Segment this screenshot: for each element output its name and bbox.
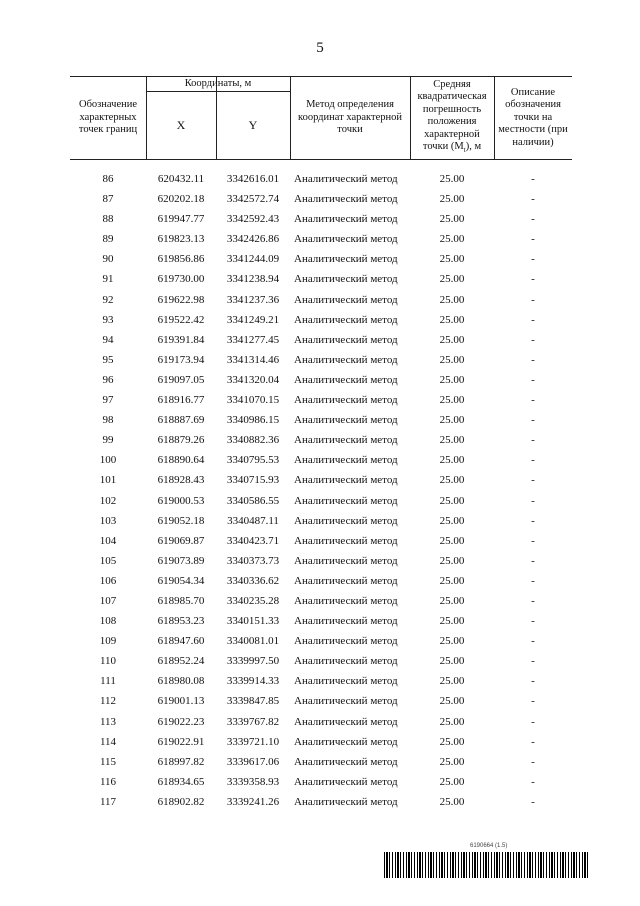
row-method: Аналитический метод — [294, 594, 398, 607]
row-description: - — [531, 655, 535, 668]
row-number: 91 — [102, 273, 114, 286]
row-method: Аналитический метод — [294, 715, 398, 728]
row-x: 618916.77 — [157, 394, 205, 407]
row-y: 3339914.33 — [226, 675, 280, 688]
row-number: 101 — [99, 474, 117, 487]
row-method: Аналитический метод — [294, 193, 398, 206]
table-row — [70, 291, 572, 311]
row-y: 3340795.53 — [226, 454, 280, 467]
table-row — [70, 652, 572, 672]
row-number: 102 — [99, 494, 117, 507]
row-description: - — [531, 795, 535, 808]
row-error: 25.00 — [439, 795, 465, 808]
row-x: 618928.43 — [157, 474, 205, 487]
row-x: 618947.60 — [157, 635, 205, 648]
table-row — [70, 170, 572, 190]
row-x: 619022.91 — [157, 735, 205, 748]
row-y: 3340882.36 — [226, 434, 280, 447]
row-error: 25.00 — [439, 655, 465, 668]
header-x: X — [176, 117, 186, 132]
row-method: Аналитический метод — [294, 273, 398, 286]
row-method: Аналитический метод — [294, 635, 398, 648]
row-description: - — [531, 514, 535, 527]
table-row — [70, 431, 572, 451]
row-x: 618934.65 — [157, 775, 205, 788]
row-description: - — [531, 373, 535, 386]
row-x: 618952.24 — [157, 655, 205, 668]
row-x: 618890.64 — [157, 454, 205, 467]
row-description: - — [531, 233, 535, 246]
row-y: 3339847.85 — [226, 695, 280, 708]
table-header — [70, 76, 572, 160]
row-y: 3341320.04 — [226, 373, 280, 386]
row-y: 3339997.50 — [226, 655, 280, 668]
row-error: 25.00 — [439, 373, 465, 386]
header-error-sub: t — [463, 146, 466, 155]
row-x: 618879.26 — [157, 434, 205, 447]
row-x: 619947.77 — [157, 213, 205, 226]
row-method: Аналитический метод — [294, 353, 398, 366]
table-row — [70, 230, 572, 250]
row-description: - — [531, 635, 535, 648]
row-y: 3340986.15 — [226, 414, 280, 427]
table-row — [70, 753, 572, 773]
table-row — [70, 532, 572, 552]
row-y: 3340423.71 — [226, 534, 280, 547]
row-method: Аналитический метод — [294, 414, 398, 427]
row-number: 106 — [99, 574, 117, 587]
row-error: 25.00 — [439, 173, 465, 185]
row-description: - — [531, 534, 535, 547]
row-x: 618902.82 — [157, 795, 205, 808]
row-x: 619052.18 — [157, 514, 205, 527]
row-y: 3341237.36 — [226, 293, 280, 306]
row-number: 111 — [100, 675, 116, 688]
row-y: 3341314.46 — [226, 353, 280, 366]
row-x: 619001.13 — [157, 695, 205, 708]
row-description: - — [531, 615, 535, 628]
row-y: 3341277.45 — [226, 333, 280, 346]
row-method: Аналитический метод — [294, 675, 398, 688]
row-method: Аналитический метод — [294, 494, 398, 507]
row-number: 93 — [102, 313, 114, 326]
row-method: Аналитический метод — [294, 333, 398, 346]
row-method: Аналитический метод — [294, 775, 398, 788]
row-method: Аналитический метод — [294, 514, 398, 527]
row-y: 3339241.26 — [226, 795, 280, 808]
row-x: 618953.23 — [157, 615, 205, 628]
row-error: 25.00 — [439, 454, 465, 467]
row-error: 25.00 — [439, 213, 465, 226]
row-x: 619522.42 — [157, 313, 205, 326]
row-method: Аналитический метод — [294, 615, 398, 628]
row-error: 25.00 — [439, 394, 465, 407]
table-row — [70, 351, 572, 371]
row-x: 619097.05 — [157, 373, 205, 386]
row-y: 3339767.82 — [226, 715, 280, 728]
row-number: 97 — [102, 394, 114, 407]
row-y: 3340081.01 — [226, 635, 280, 648]
table-row — [70, 672, 572, 692]
row-number: 88 — [102, 213, 114, 226]
row-method: Аналитический метод — [294, 253, 398, 266]
row-number: 94 — [102, 333, 114, 346]
row-x: 618997.82 — [157, 755, 205, 768]
row-y: 3342426.86 — [226, 233, 280, 246]
row-number: 95 — [102, 353, 114, 366]
row-method: Аналитический метод — [294, 434, 398, 447]
row-number: 87 — [102, 193, 114, 206]
barcode — [384, 852, 588, 878]
table-row — [70, 190, 572, 210]
row-x: 619823.13 — [157, 233, 205, 246]
row-x: 619069.87 — [157, 534, 205, 547]
table-row — [70, 733, 572, 753]
row-x: 619173.94 — [157, 353, 205, 366]
row-y: 3339721.10 — [226, 735, 280, 748]
row-method: Аналитический метод — [294, 695, 398, 708]
row-number: 110 — [99, 655, 117, 668]
row-y: 3340487.11 — [227, 514, 279, 527]
row-x: 619000.53 — [157, 494, 205, 507]
row-method: Аналитический метод — [294, 534, 398, 547]
row-error: 25.00 — [439, 293, 465, 306]
row-description: - — [531, 695, 535, 708]
row-error: 25.00 — [439, 675, 465, 688]
row-error: 25.00 — [439, 554, 465, 567]
header-error-unit: ), м — [465, 141, 482, 153]
header-description: Описание обозначения точки на местности (при наличии) — [498, 86, 568, 148]
row-number: 117 — [99, 795, 117, 808]
table-body — [70, 170, 572, 813]
row-error: 25.00 — [439, 273, 465, 286]
row-number: 114 — [99, 735, 117, 748]
row-y: 3340151.33 — [226, 615, 280, 628]
row-x: 618980.08 — [157, 675, 205, 688]
header-designation: Обозначение характерных точек границ — [78, 99, 138, 136]
page-number: 5 — [316, 40, 324, 56]
row-y: 3342616.01 — [226, 173, 280, 185]
row-x: 619391.84 — [157, 333, 205, 346]
header-coords: Координаты, м — [184, 77, 252, 89]
row-method: Аналитический метод — [294, 373, 398, 386]
row-error: 25.00 — [439, 534, 465, 547]
table-row — [70, 250, 572, 270]
row-x: 619054.34 — [157, 574, 205, 587]
table-row — [70, 713, 572, 733]
row-error: 25.00 — [439, 695, 465, 708]
row-method: Аналитический метод — [294, 213, 398, 226]
table-row — [70, 391, 572, 411]
row-y: 3341249.21 — [226, 313, 280, 326]
table-row — [70, 632, 572, 652]
row-error: 25.00 — [439, 353, 465, 366]
row-description: - — [531, 494, 535, 507]
row-method: Аналитический метод — [294, 454, 398, 467]
row-number: 113 — [99, 715, 117, 728]
row-description: - — [531, 273, 535, 286]
row-y: 3339617.06 — [226, 755, 280, 768]
row-number: 115 — [99, 755, 117, 768]
row-description: - — [531, 554, 535, 567]
row-description: - — [531, 173, 535, 185]
row-number: 92 — [102, 293, 114, 306]
row-error: 25.00 — [439, 414, 465, 427]
row-error: 25.00 — [439, 494, 465, 507]
header-error — [410, 77, 494, 159]
row-method: Аналитический метод — [294, 554, 398, 567]
row-description: - — [531, 293, 535, 306]
row-error: 25.00 — [439, 193, 465, 206]
row-description: - — [531, 414, 535, 427]
table-row — [70, 692, 572, 712]
row-x: 619022.23 — [157, 715, 205, 728]
header-y: Y — [248, 117, 258, 132]
table-row — [70, 552, 572, 572]
row-error: 25.00 — [439, 755, 465, 768]
row-method: Аналитический метод — [294, 394, 398, 407]
row-description: - — [531, 213, 535, 226]
row-error: 25.00 — [439, 775, 465, 788]
row-number: 112 — [99, 695, 117, 708]
row-y: 3340336.62 — [226, 574, 280, 587]
row-description: - — [531, 313, 535, 326]
table-row — [70, 612, 572, 632]
row-error: 25.00 — [439, 735, 465, 748]
row-number: 104 — [99, 534, 117, 547]
row-method: Аналитический метод — [294, 173, 398, 185]
row-error: 25.00 — [439, 313, 465, 326]
row-error: 25.00 — [439, 333, 465, 346]
header-error-text: Средняя квадратическая погрешность положения характерной точки (М — [417, 78, 487, 153]
row-error: 25.00 — [439, 715, 465, 728]
row-method: Аналитический метод — [294, 313, 398, 326]
row-description: - — [531, 353, 535, 366]
row-number: 90 — [102, 253, 114, 266]
row-number: 108 — [99, 615, 117, 628]
row-description: - — [531, 755, 535, 768]
row-number: 86 — [102, 173, 114, 185]
row-y: 3340586.55 — [226, 494, 280, 507]
barcode-label: 6190664 (1.5) — [470, 843, 508, 849]
table-row — [70, 793, 572, 813]
row-number: 99 — [102, 434, 114, 447]
row-y: 3340235.28 — [226, 594, 280, 607]
row-error: 25.00 — [439, 253, 465, 266]
row-number: 107 — [99, 594, 117, 607]
row-description: - — [531, 715, 535, 728]
row-x: 619730.00 — [157, 273, 205, 286]
table-row — [70, 331, 572, 351]
row-error: 25.00 — [439, 233, 465, 246]
row-description: - — [531, 434, 535, 447]
row-y: 3342592.43 — [226, 213, 280, 226]
row-x: 620432.11 — [157, 173, 205, 185]
row-error: 25.00 — [439, 514, 465, 527]
table-row — [70, 471, 572, 491]
row-description: - — [531, 193, 535, 206]
row-number: 103 — [99, 514, 117, 527]
row-method: Аналитический метод — [294, 233, 398, 246]
table-row — [70, 210, 572, 230]
table-row — [70, 270, 572, 290]
row-method: Аналитический метод — [294, 293, 398, 306]
row-number: 96 — [102, 373, 114, 386]
table-row — [70, 451, 572, 471]
table-row — [70, 411, 572, 431]
row-x: 620202.18 — [157, 193, 205, 206]
row-y: 3341244.09 — [226, 253, 280, 266]
row-x: 618985.70 — [157, 594, 205, 607]
row-error: 25.00 — [439, 574, 465, 587]
row-number: 105 — [99, 554, 117, 567]
row-description: - — [531, 454, 535, 467]
row-x: 619073.89 — [157, 554, 205, 567]
row-y: 3342572.74 — [226, 193, 280, 206]
header-method: Метод определения координат характерной точки — [298, 99, 402, 136]
row-y: 3341238.94 — [226, 273, 280, 286]
row-method: Аналитический метод — [294, 735, 398, 748]
row-method: Аналитический метод — [294, 795, 398, 808]
row-method: Аналитический метод — [294, 755, 398, 768]
row-description: - — [531, 474, 535, 487]
row-number: 89 — [102, 233, 114, 246]
row-number: 109 — [99, 635, 117, 648]
row-error: 25.00 — [439, 474, 465, 487]
row-error: 25.00 — [439, 615, 465, 628]
table-row — [70, 572, 572, 592]
row-error: 25.00 — [439, 594, 465, 607]
row-y: 3340373.73 — [226, 554, 280, 567]
row-y: 3340715.93 — [226, 474, 280, 487]
table-row — [70, 773, 572, 793]
row-description: - — [531, 675, 535, 688]
row-error: 25.00 — [439, 635, 465, 648]
table-row — [70, 492, 572, 512]
row-description: - — [531, 333, 535, 346]
row-number: 116 — [99, 775, 117, 788]
row-x: 618887.69 — [157, 414, 205, 427]
row-description: - — [531, 253, 535, 266]
table-row — [70, 592, 572, 612]
row-method: Аналитический метод — [294, 655, 398, 668]
row-description: - — [531, 574, 535, 587]
row-error: 25.00 — [439, 434, 465, 447]
row-y: 3341070.15 — [226, 394, 280, 407]
row-x: 619856.86 — [157, 253, 205, 266]
row-y: 3339358.93 — [226, 775, 280, 788]
row-method: Аналитический метод — [294, 574, 398, 587]
row-description: - — [531, 594, 535, 607]
row-x: 619622.98 — [157, 293, 205, 306]
row-description: - — [531, 775, 535, 788]
table-row — [70, 311, 572, 331]
row-number: 98 — [102, 414, 114, 427]
row-number: 100 — [99, 454, 117, 467]
table-row — [70, 512, 572, 532]
row-description: - — [531, 394, 535, 407]
row-method: Аналитический метод — [294, 474, 398, 487]
row-description: - — [531, 735, 535, 748]
table-row — [70, 371, 572, 391]
